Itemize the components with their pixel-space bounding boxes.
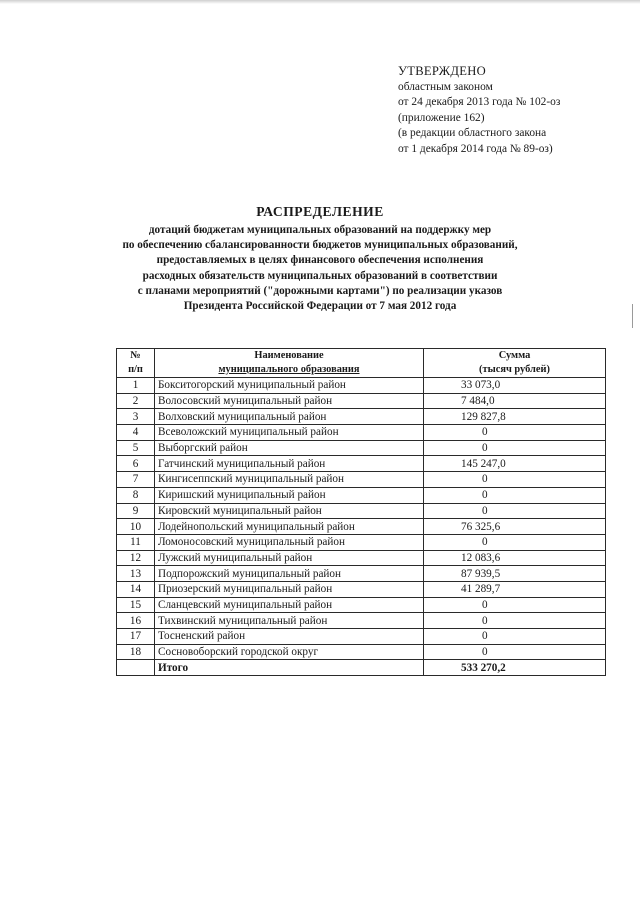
total-number-cell	[117, 660, 155, 676]
row-number: 9	[117, 503, 155, 519]
row-number: 1	[117, 378, 155, 394]
table-row	[117, 503, 606, 519]
row-number: 2	[117, 393, 155, 409]
row-sum: 0	[424, 597, 606, 613]
table-row	[117, 581, 606, 597]
row-sum: 0	[424, 613, 606, 629]
header-number-line2: п/п	[128, 364, 143, 375]
row-sum: 0	[424, 503, 606, 519]
header-name-line2: муниципального образования	[218, 364, 360, 375]
row-municipality-name: Сосновоборский городской округ	[155, 644, 424, 660]
scan-artifact-mark	[632, 304, 633, 328]
table-row	[117, 472, 606, 488]
header-name-line1: Наименование	[254, 350, 324, 361]
approval-line: от 24 декабря 2013 года № 102-оз	[398, 96, 561, 109]
table-total-row	[117, 660, 606, 676]
row-number: 5	[117, 440, 155, 456]
row-number: 10	[117, 519, 155, 535]
heading-line: расходных обязательств муниципальных образований в соответствии	[142, 269, 498, 282]
row-sum: 0	[424, 425, 606, 441]
row-sum: 33 073,0	[424, 378, 606, 394]
row-number: 14	[117, 581, 155, 597]
row-municipality-name: Лужский муниципальный район	[155, 550, 424, 566]
header-sum-line1: Сумма	[498, 350, 531, 361]
row-number: 15	[117, 597, 155, 613]
row-municipality-name: Тихвинский муниципальный район	[155, 613, 424, 629]
approval-stamp-block	[398, 64, 560, 158]
row-sum: 0	[424, 534, 606, 550]
row-municipality-name: Кингисеппский муниципальный район	[155, 472, 424, 488]
row-municipality-name: Приозерский муниципальный район	[155, 581, 424, 597]
table-row	[117, 534, 606, 550]
row-municipality-name: Гатчинский муниципальный район	[155, 456, 424, 472]
approval-title: УТВЕРЖДЕНО	[398, 64, 487, 78]
row-number: 6	[117, 456, 155, 472]
total-label: Итого	[155, 660, 424, 676]
row-municipality-name: Кировский муниципальный район	[155, 503, 424, 519]
row-number: 12	[117, 550, 155, 566]
document-heading	[60, 204, 580, 314]
approval-line: от 1 декабря 2014 года № 89-оз)	[398, 142, 553, 155]
row-number: 16	[117, 613, 155, 629]
heading-line: предоставляемых в целях финансового обеспечения исполнения	[156, 254, 484, 267]
row-number: 3	[117, 409, 155, 425]
scan-top-edge	[0, 0, 640, 4]
table-row	[117, 597, 606, 613]
row-sum: 0	[424, 487, 606, 503]
row-municipality-name: Ломоносовский муниципальный район	[155, 534, 424, 550]
row-municipality-name: Подпорожский муниципальный район	[155, 566, 424, 582]
row-sum: 0	[424, 440, 606, 456]
table-header-row	[117, 349, 606, 378]
table-row	[117, 629, 606, 645]
heading-line: с планами мероприятий ("дорожными картами") по реализации указов	[137, 284, 503, 297]
row-municipality-name: Волосовский муниципальный район	[155, 393, 424, 409]
row-number: 17	[117, 629, 155, 645]
table-row	[117, 440, 606, 456]
row-number: 11	[117, 534, 155, 550]
document-title: РАСПРЕДЕЛЕНИЕ	[256, 204, 384, 219]
row-sum: 0	[424, 644, 606, 660]
row-number: 18	[117, 644, 155, 660]
heading-line: по обеспечению сбалансированности бюджетов муниципальных образований,	[122, 239, 518, 252]
table-row	[117, 613, 606, 629]
approval-line: (приложение 162)	[398, 111, 485, 124]
header-sum-line2: (тысяч рублей)	[479, 364, 550, 375]
header-number	[117, 349, 155, 378]
row-sum: 76 325,6	[424, 519, 606, 535]
table-row	[117, 487, 606, 503]
row-number: 13	[117, 566, 155, 582]
heading-line: дотаций бюджетам муниципальных образований на поддержку мер	[148, 224, 492, 236]
table-row	[117, 409, 606, 425]
row-number: 8	[117, 487, 155, 503]
table-row	[117, 393, 606, 409]
row-sum: 7 484,0	[424, 393, 606, 409]
approval-line: (в редакции областного закона	[398, 127, 547, 140]
table-row	[117, 425, 606, 441]
table-row	[117, 519, 606, 535]
table-row	[117, 378, 606, 394]
row-municipality-name: Всеволожский муниципальный район	[155, 425, 424, 441]
row-sum: 12 083,6	[424, 550, 606, 566]
heading-line: Президента Российской Федерации от 7 мая 2012 года	[183, 300, 457, 313]
table-row	[117, 550, 606, 566]
table-row	[117, 566, 606, 582]
row-sum: 0	[424, 629, 606, 645]
row-sum: 129 827,8	[424, 409, 606, 425]
total-sum: 533 270,2	[424, 660, 606, 676]
row-municipality-name: Тосненский район	[155, 629, 424, 645]
table-row	[117, 644, 606, 660]
row-sum: 41 289,7	[424, 581, 606, 597]
header-name	[155, 349, 424, 378]
row-municipality-name: Бокситогорский муниципальный район	[155, 378, 424, 394]
header-number-line1: №	[130, 350, 141, 361]
row-sum: 145 247,0	[424, 456, 606, 472]
row-municipality-name: Киришский муниципальный район	[155, 487, 424, 503]
header-sum	[424, 349, 606, 378]
row-number: 4	[117, 425, 155, 441]
distribution-table	[116, 348, 606, 676]
table-row	[117, 456, 606, 472]
row-municipality-name: Сланцевский муниципальный район	[155, 597, 424, 613]
row-sum: 87 939,5	[424, 566, 606, 582]
approval-line: областным законом	[398, 80, 493, 93]
row-municipality-name: Лодейнопольский муниципальный район	[155, 519, 424, 535]
row-municipality-name: Волховский муниципальный район	[155, 409, 424, 425]
row-sum: 0	[424, 472, 606, 488]
row-number: 7	[117, 472, 155, 488]
row-municipality-name: Выборгский район	[155, 440, 424, 456]
